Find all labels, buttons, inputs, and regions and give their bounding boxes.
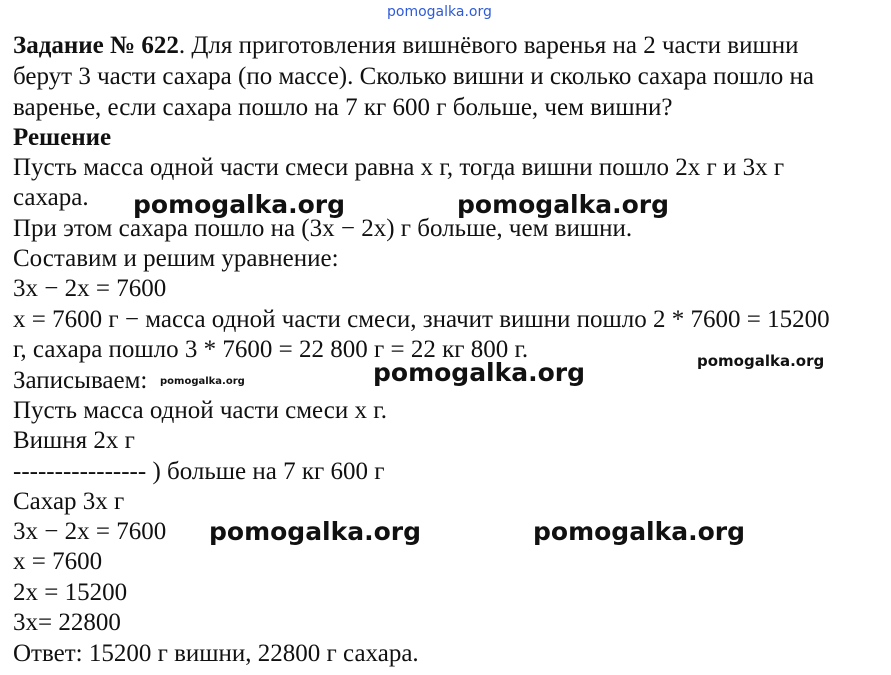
- watermark-5: pomogalka.org: [160, 376, 245, 387]
- watermark-6: pomogalka.org: [209, 517, 422, 546]
- solution-line-5: 3х − 2х = 7600: [13, 275, 167, 302]
- solution-line-1: Пусть масса одной части смеси равна х г, тогда вишни пошло 2х г и 3х г: [13, 154, 785, 181]
- solution-line-11: ---------------- ) больше на 7 кг 600 г: [13, 458, 385, 485]
- solution-line-16: 3х= 22800: [13, 609, 121, 636]
- solution-line-10: Вишня 2х г: [13, 427, 135, 454]
- task-line-2: берут 3 части сахара (по массе). Сколько вишни и сколько сахара пошло на: [13, 63, 815, 90]
- watermark-7: pomogalka.org: [533, 517, 746, 546]
- record-label: Записываем:: [13, 367, 148, 394]
- watermark-3: pomogalka.org: [697, 352, 825, 370]
- solution-line-6: х = 7600 г − масса одной части смеси, значит вишни пошло 2 * 7600 = 15200: [13, 306, 830, 333]
- answer-line: Ответ: 15200 г вишни, 22800 г сахара.: [13, 640, 419, 667]
- watermark-top: pomogalka.org: [387, 4, 492, 20]
- watermark-1: pomogalka.org: [133, 190, 346, 219]
- task-line-1-text: . Для приготовления вишнёвого варенья на 2 части вишни: [178, 32, 799, 59]
- solution-line-13: 3х − 2х = 7600: [13, 518, 167, 545]
- task-number: Задание № 622: [13, 32, 179, 59]
- solution-line-12: Сахар 3х г: [13, 488, 125, 515]
- solution-line-3: При этом сахара пошло на (3х − 2х) г больше, чем вишни.: [13, 215, 633, 242]
- solution-line-14: х = 7600: [13, 548, 103, 575]
- solution-heading: Решение: [13, 124, 112, 151]
- solution-line-8: [13, 366, 147, 396]
- solution-line-4: Составим и решим уравнение:: [13, 245, 339, 272]
- solution-line-9: Пусть масса одной части смеси х г.: [13, 397, 387, 424]
- task-line-1: [13, 31, 798, 61]
- watermark-2: pomogalka.org: [457, 190, 670, 219]
- task-line-3: варенье, если сахара пошло на 7 кг 600 г больше, чем вишни?: [13, 94, 673, 121]
- solution-line-7: г, сахара пошло 3 * 7600 = 22 800 г = 22 кг 800 г.: [13, 336, 529, 363]
- watermark-4: pomogalka.org: [373, 358, 586, 387]
- solution-line-15: 2х = 15200: [13, 579, 128, 606]
- solution-line-2: сахара.: [13, 184, 89, 211]
